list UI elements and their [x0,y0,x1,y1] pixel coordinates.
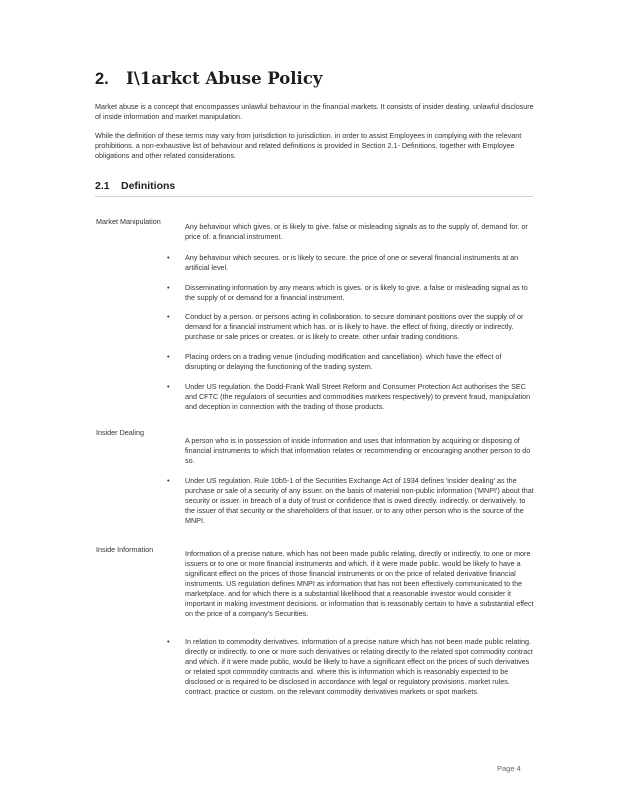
bullet-dot-icon: • [167,382,170,391]
bullet-dot-icon: • [167,352,170,361]
title-number: 2. [95,70,109,88]
definition-bullet: Conduct by a person. or persons acting in collaboration. to secure dominant positions over the supply of or demand for a financial instrument which has. or is likely to have. the effect of fixing, directly or indirectly. purchase or sale prices or creates. or is likely to create. other unfair trading conditions. [185,312,524,341]
definition-bullet: Disseminating information by any means which is gives. or is likely to give. a false or misleading signal as to the supply of or demand for a financial instrument. [185,283,528,302]
bullet-dot-icon: • [167,312,170,321]
bullet-dot-icon: • [167,283,170,292]
definition-bullet: Under US regulation. Rule 10b5-1 of the Securities Exchange Act of 1934 defines 'insider dealing' as the purchase or sale of a security of any issuer. on the basis of material non-public information ('MNPI') about that security or issuer. in breach of a duty of trust or confidence that is owed directly. indirectly. or derivatively. to the issuer of that security or the shareholders of that issuer. or to any other person who is the source of the MNPI. [185,476,534,525]
definition-intro: Information of a precise nature. which has not been made public relating, directly or indirectly. to one or more issuers or to one or more financial instruments and which. if it were made public. would be likely to have a significant effect on the prices of those financial instruments or on the price of related derivative financial instruments. US regulation defines MNPI as information that has not been effectively communicated to the marketplace. and for which there is a substantial likelihood that a reasonable investor would consider it important in making investment decisions. or information that is reasonably certain to have a substantial effect on the price of a company's Securities. [185,549,534,618]
bullet-dot-icon: • [167,253,170,262]
definition-bullet: Under US regulation. the Dodd-Frank Wall Street Reform and Consumer Protection Act authorises the SEC and CFTC (the regulators of securities and commodities markets respectively) to prevent fraud, manipulation and deception in connection with the trading of those products. [185,382,531,411]
definition-term: Market Manipulation [96,217,161,226]
bullet-dot-icon: • [167,637,170,646]
definition-term: Insider Dealing [96,428,144,437]
section-title: Definitions [121,180,176,192]
page-number: Page 4 [497,764,521,773]
intro-paragraph-2: While the definition of these terms may vary from jurisdiction to jurisdiction. in order to assist Employees in complying with the relevant prohibitions. a non-exhaustive list of behaviour and related definitions is provided in Section 2.1- Definitions. together with Employee obligations and other related considerations. [95,131,522,160]
definition-intro: Any behaviour which gives. or is likely to give. false or misleading signals as to the supply of. demand for. or price of. a financial instrument. [185,222,528,241]
bullet-dot-icon: • [167,476,170,485]
definition-bullet: Any behaviour which secures. or is likely to secure. the price of one or several financial instruments at an artificial level. [185,253,519,272]
definition-bullet: Placing orders on a trading venue (including modification and cancellation). which have the effect of disrupting or delaying the functioning of the trading system. [185,352,502,371]
intro-paragraph-1: Market abuse is a concept that encompasses unlawful behaviour in the financial markets. It consists of insider dealing. unlawful disclosure of inside information and market manipulation. [95,102,534,121]
definition-intro: A person who is in possession of inside information and uses that information by acquiring or disposing of financial instruments to which that information relates or recommending or encouraging another person to do so. [185,436,531,465]
section-number: 2.1 [95,180,110,192]
section-heading [95,180,533,197]
title-text: I\1arkct Abuse Policy [126,69,323,88]
page-title [95,69,322,89]
definition-bullet: In relation to commodity derivatives. information of a precise nature which has not been made public relating. directly or indirectly. to one or more such derivatives or relating directly to the related spot commodity contract and which. if it were made public, would be likely to have a significant effect on the prices of such derivatives or related spot commodity contracts and. where this is information which is reasonably expected to be disclosed or is required to be disclosed in accordance with legal or regulatory provisions. market rules. contract. practice or custom. on the relevant commodity derivatives markets or spot markets. [185,637,533,696]
definition-term: Inside Information [96,545,154,554]
